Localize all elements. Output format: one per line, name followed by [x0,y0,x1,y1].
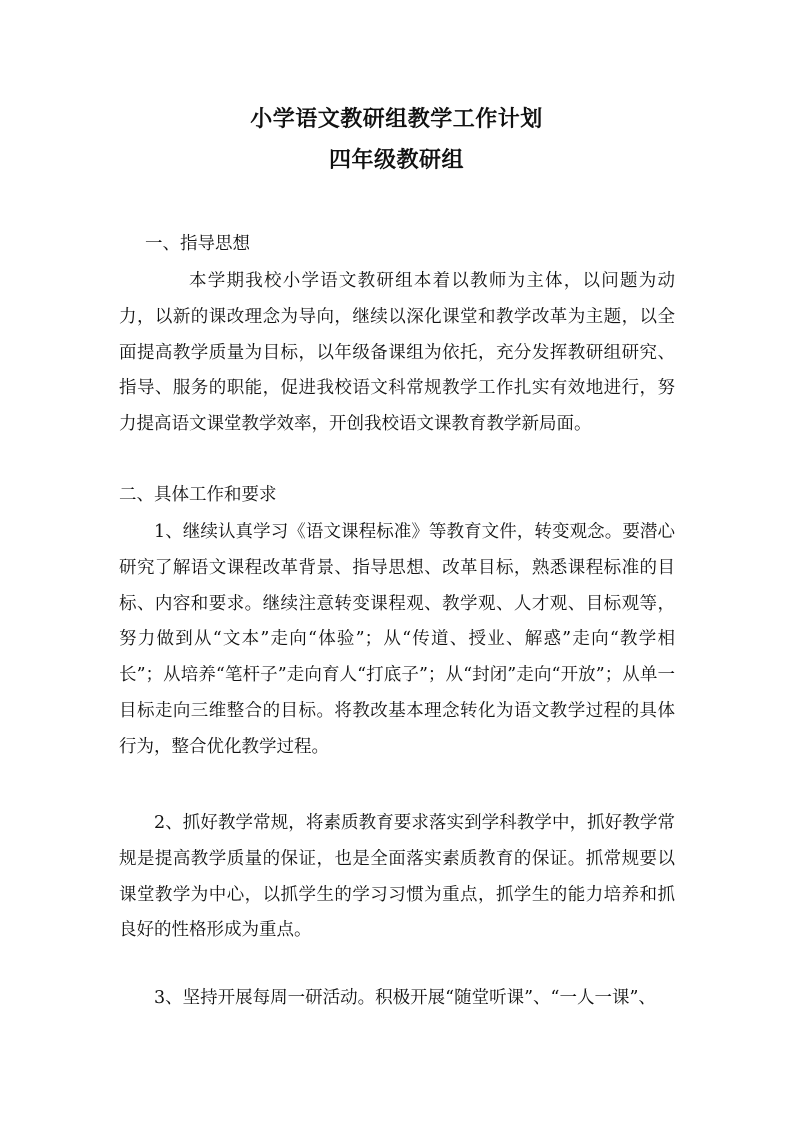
paragraph-item-1: 1、继续认真学习《语文课程标准》等教育文件，转变观念。要潜心研究了解语文课程改革背景、指导思想、改革目标，熟悉课程标准的目标、内容和要求。继续注意转变课程观、教学观、人才观、目标观等，努力做到从“文本”走向“体验”；从“传道、授业、解惑”走向“教学相长”；从培养“笔杆子”走向育人“打底子”；从“封闭”走向“开放”；从单一目标走向三维整合的目标。将教改基本理念转化为语文教学过程的具体行为，整合优化教学过程。 [119,522,675,757]
section-heading-guiding-ideology: 一、指导思想 [145,234,250,254]
document-subtitle: 四年级教研组 [328,147,464,173]
paragraph-item-3: 3、坚持开展每周一研活动。积极开展“随堂听课”、“一人一课”、 [154,988,656,1008]
paragraph-item-2: 2、抓好教学常规，将素质教育要求落实到学科教学中，抓好教学常规是提高教学质量的保证，也是全面落实素质教育的保证。抓常规要以课堂教学为中心，以抓学生的学习习惯为重点，抓学生的能力培养和抓良好的性格形成为重点。 [119,813,675,941]
document-title: 小学语文教研组教学工作计划 [250,106,543,132]
section-heading-specific-work: 二、具体工作和要求 [119,485,277,505]
paragraph-guiding-ideology: 本学期我校小学语文教研组本着以教师为主体，以问题为动力，以新的课改理念为导向，继续以深化课堂和教学改革为主题，以全面提高教学质量为目标，以年级备课组为依托，充分发挥教研组研究、指导、服务的职能，促进我校语文科常规教学工作扎实有效地进行，努力提高语文课堂教学效率，开创我校语文课教育教学新局面。 [119,271,675,435]
